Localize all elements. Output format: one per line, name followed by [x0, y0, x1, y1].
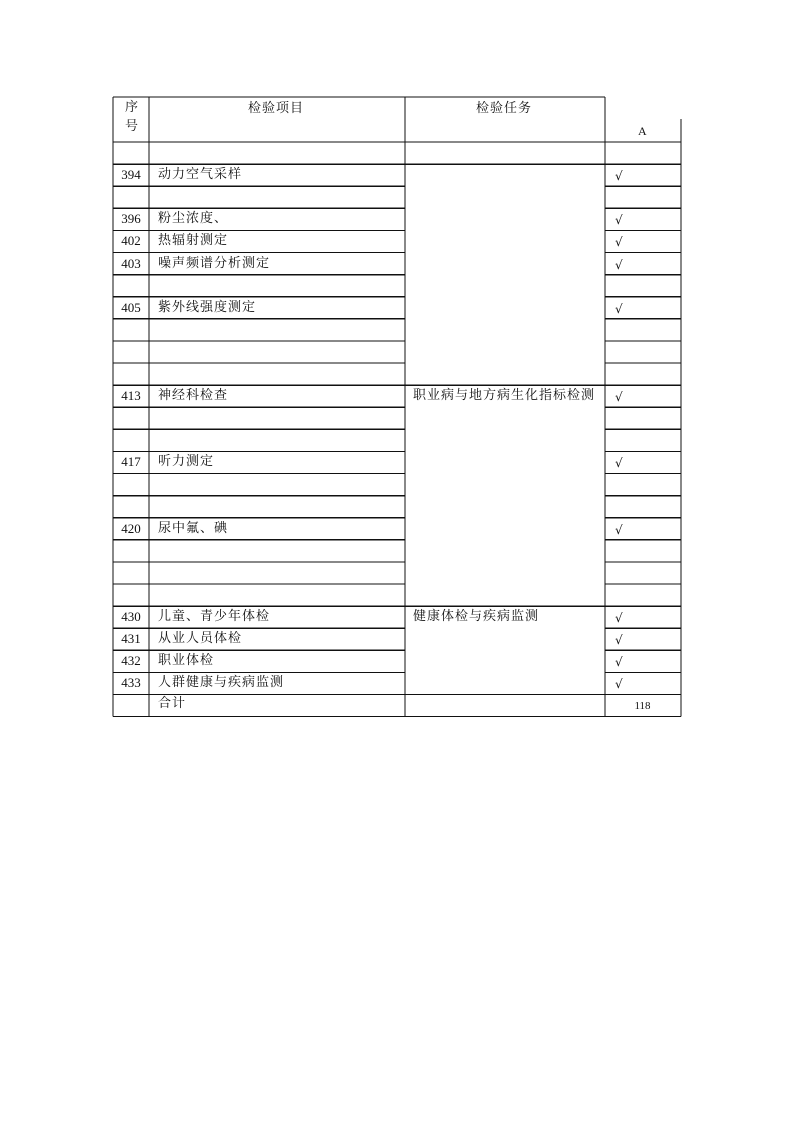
row-check: √ [615, 235, 623, 250]
row-check: √ [615, 655, 623, 670]
row-check: √ [615, 301, 623, 316]
row-check: √ [615, 456, 623, 471]
row-seq: 417 [121, 454, 141, 470]
row-check: √ [615, 169, 623, 184]
row-item: 听力测定 [158, 454, 215, 470]
row-seq: 432 [121, 653, 141, 669]
header-task: 检验任务 [476, 101, 533, 116]
row-seq: 433 [121, 675, 141, 691]
row-item: 尿中氟、碘 [158, 520, 229, 536]
row-item: 儿童、青少年体检 [158, 609, 271, 625]
row-seq: 431 [121, 631, 141, 647]
row-check: √ [615, 390, 623, 405]
header-item: 检验项目 [248, 101, 305, 116]
row-seq: 402 [121, 233, 141, 249]
task-cell-2: 健康体检与疾病监测 [413, 609, 540, 624]
row-check: √ [615, 611, 623, 626]
row-check: √ [615, 257, 623, 272]
row-item: 热辐射测定 [158, 233, 229, 249]
row-item: 从业人员体检 [158, 631, 243, 647]
row-item: 神经科检查 [158, 388, 229, 404]
row-check: √ [615, 213, 623, 228]
row-seq: 413 [121, 388, 141, 404]
row-item: 紫外线强度测定 [158, 299, 257, 315]
row-seq: 405 [121, 299, 141, 315]
row-seq: 403 [121, 255, 141, 271]
row-item: 职业体检 [158, 653, 215, 669]
row-check: √ [615, 522, 623, 537]
total-value: 118 [634, 700, 651, 712]
header-col-a: A [638, 124, 647, 138]
row-seq: 420 [121, 520, 141, 536]
row-check: √ [615, 633, 623, 648]
row-item: 动力空气采样 [158, 167, 243, 183]
row-item: 噪声频谱分析测定 [158, 255, 271, 271]
task-cell-1: 职业病与地方病生化指标检测 [413, 388, 596, 403]
row-check: √ [615, 677, 623, 692]
row-item: 人群健康与疾病监测 [158, 675, 285, 691]
total-label: 合计 [158, 696, 187, 711]
row-seq: 430 [121, 609, 141, 625]
row-item: 粉尘浓度、 [158, 211, 229, 227]
header-seq-line2: 号 [125, 119, 140, 134]
header-seq-line1: 序 [125, 100, 140, 115]
row-seq: 396 [121, 211, 141, 227]
row-seq: 394 [121, 167, 141, 183]
